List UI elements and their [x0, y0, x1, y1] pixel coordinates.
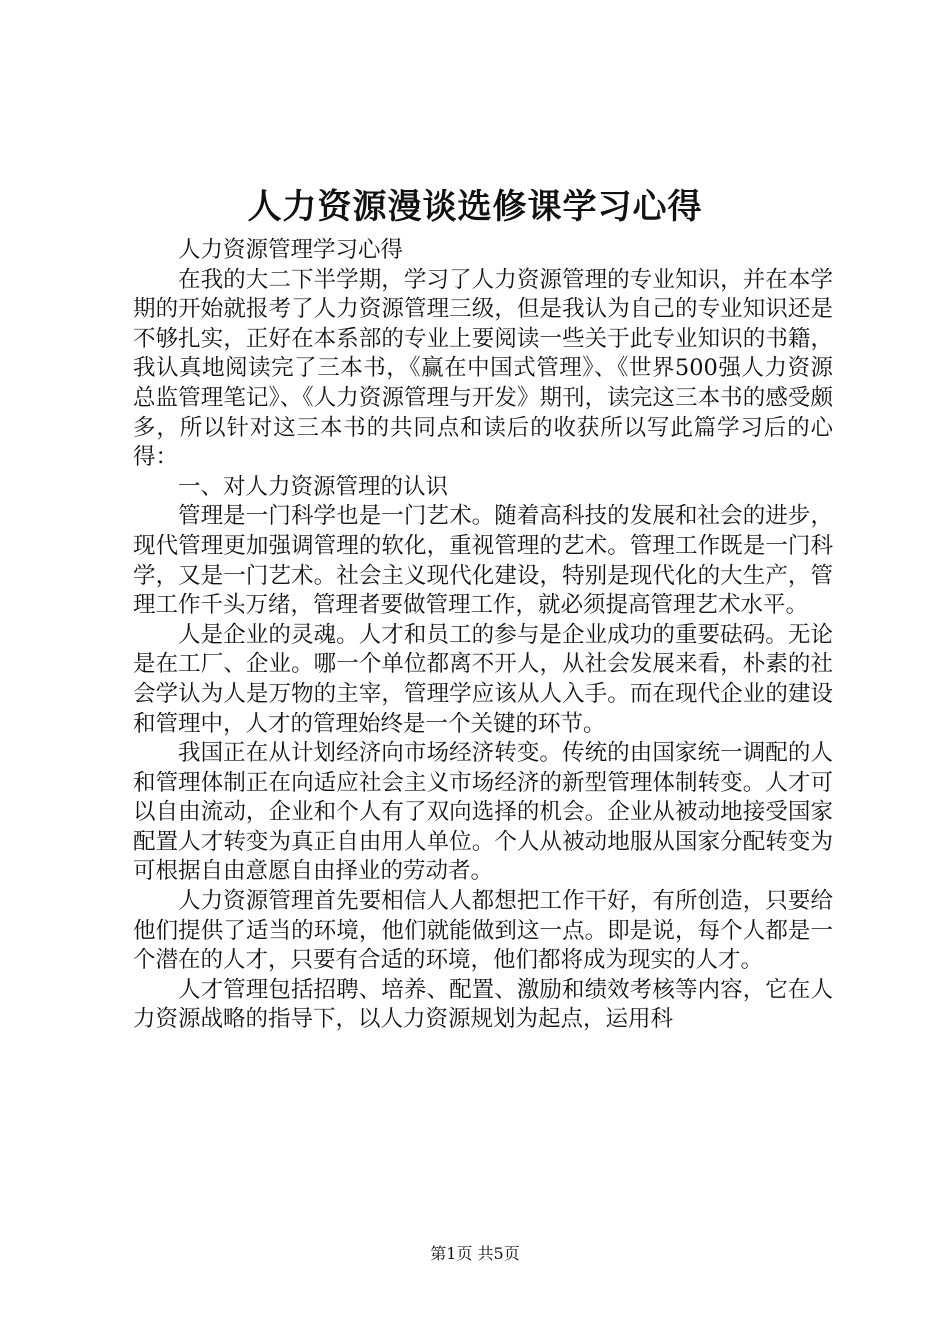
paragraph-intro: 在我的大二下半学期，学习了人力资源管理的专业知识，并在本学期的开始就报考了人力资源管理三级，但是我认为自己的专业知识还是不够扎实，正好在本系部的专业上要阅读一些关于此专业知识的书籍，我认真地阅读完了三本书，《赢在中国式管理》、《世界500强人力资源总监管理笔记》、《人力资源管理与开发》期刊，读完这三本书的感受颇多，所以针对这三本书的共同点和读后的收获所以写此篇学习后的心得： [133, 266, 833, 471]
paragraph: 人力资源管理首先要相信人人都想把工作干好，有所创造，只要给他们提供了适当的环境，他们就能做到这一点。即是说，每个人都是一个潜在的人才，只要有合适的环境，他们都将成为现实的人才。 [133, 888, 833, 974]
document-body [133, 236, 833, 1035]
paragraph: 管理是一门科学也是一门艺术。随着高科技的发展和社会的进步，现代管理更加强调管理的软化，重视管理的艺术。管理工作既是一门科学，又是一门艺术。社会主义现代化建设，特别是现代化的大生产，管理工作千头万绪，管理者要做管理工作，就必须提高管理艺术水平。 [133, 503, 833, 619]
paragraph: 人才管理包括招聘、培养、配置、激励和绩效考核等内容，它在人力资源战略的指导下，以人力资源规划为起点，运用科 [133, 976, 833, 1033]
page-number-footer: 第1页 共5页 [430, 1244, 520, 1263]
paragraph: 人是企业的灵魂。人才和员工的参与是企业成功的重要砝码。无论是在工厂、企业。哪一个单位都离不开人，从社会发展来看，朴素的社会学认为人是万物的主宰，管理学应该从人入手。而在现代企业的建设和管理中，人才的管理始终是一个关键的环节。 [133, 621, 833, 737]
paragraph: 我国正在从计划经济向市场经济转变。传统的由国家统一调配的人和管理体制正在向适应社会主义市场经济的新型管理体制转变。人才可以自由流动，企业和个人有了双向选择的机会。企业从被动地接受国家配置人才转变为真正自由用人单位。个人从被动地服从国家分配转变为可根据自由意愿自由择业的劳动者。 [133, 740, 833, 885]
section-heading-1: 一、对人力资源管理的认识 [178, 473, 449, 500]
paragraph-subtitle: 人力资源管理学习心得 [178, 237, 404, 263]
document-title: 人力资源漫谈选修课学习心得 [247, 187, 703, 227]
